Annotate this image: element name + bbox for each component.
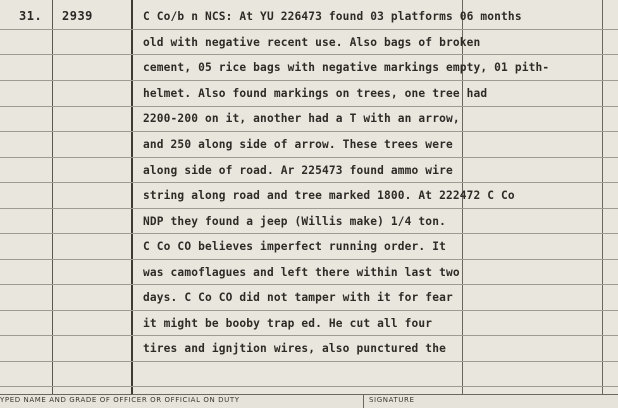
entry-line: days. C Co CO did not tamper with it for fear bbox=[143, 291, 453, 304]
entry-line: cement, 05 rice bags with negative markings empty, 01 pith- bbox=[143, 61, 550, 74]
ruled-line bbox=[0, 106, 618, 107]
ruled-line bbox=[0, 386, 618, 387]
entry-line: tires and ignjtion wires, also punctured the bbox=[143, 342, 446, 355]
entry-time: 2939 bbox=[62, 9, 93, 23]
entry-line: old with negative recent use. Also bags of broken bbox=[143, 36, 481, 49]
officer-label: YPED NAME AND GRADE OF OFFICER OR OFFICIAL ON DUTY bbox=[0, 396, 240, 404]
ruled-line bbox=[0, 29, 618, 30]
ruled-line bbox=[0, 361, 618, 362]
ruled-line bbox=[0, 157, 618, 158]
entry-line: C Co CO believes imperfect running order. It bbox=[143, 240, 446, 253]
ruled-line bbox=[0, 335, 618, 336]
entry-line: and 250 along side of arrow. These trees were bbox=[143, 138, 453, 151]
entry-line: 2200-200 on it, another had a T with an arrow, bbox=[143, 112, 460, 125]
ruled-line bbox=[0, 310, 618, 311]
entry-line: it might be booby trap ed. He cut all four bbox=[143, 317, 433, 330]
ruled-line bbox=[0, 284, 618, 285]
ruled-line bbox=[0, 259, 618, 260]
entry-line: was camoflagues and left there within last two bbox=[143, 266, 460, 279]
ruled-line bbox=[0, 80, 618, 81]
footer-divider bbox=[363, 395, 364, 408]
ruled-line bbox=[0, 54, 618, 55]
ruled-line bbox=[0, 131, 618, 132]
ruled-line bbox=[0, 208, 618, 209]
signature-label: SIGNATURE bbox=[369, 396, 415, 404]
entry-line: along side of road. Ar 225473 found ammo wire bbox=[143, 164, 453, 177]
ruled-line bbox=[0, 233, 618, 234]
entry-line: string along road and tree marked 1800. At 222472 C Co bbox=[143, 189, 515, 202]
entry-line: C Co/b n NCS: At YU 226473 found 03 platforms 06 months bbox=[143, 10, 522, 23]
entry-line: helmet. Also found markings on trees, one tree had bbox=[143, 87, 488, 100]
entry-line: NDP they found a jeep (Willis make) 1/4 ton. bbox=[143, 215, 446, 228]
entry-number: 31. bbox=[19, 9, 43, 23]
ruled-line bbox=[0, 182, 618, 183]
form-footer bbox=[0, 394, 618, 408]
